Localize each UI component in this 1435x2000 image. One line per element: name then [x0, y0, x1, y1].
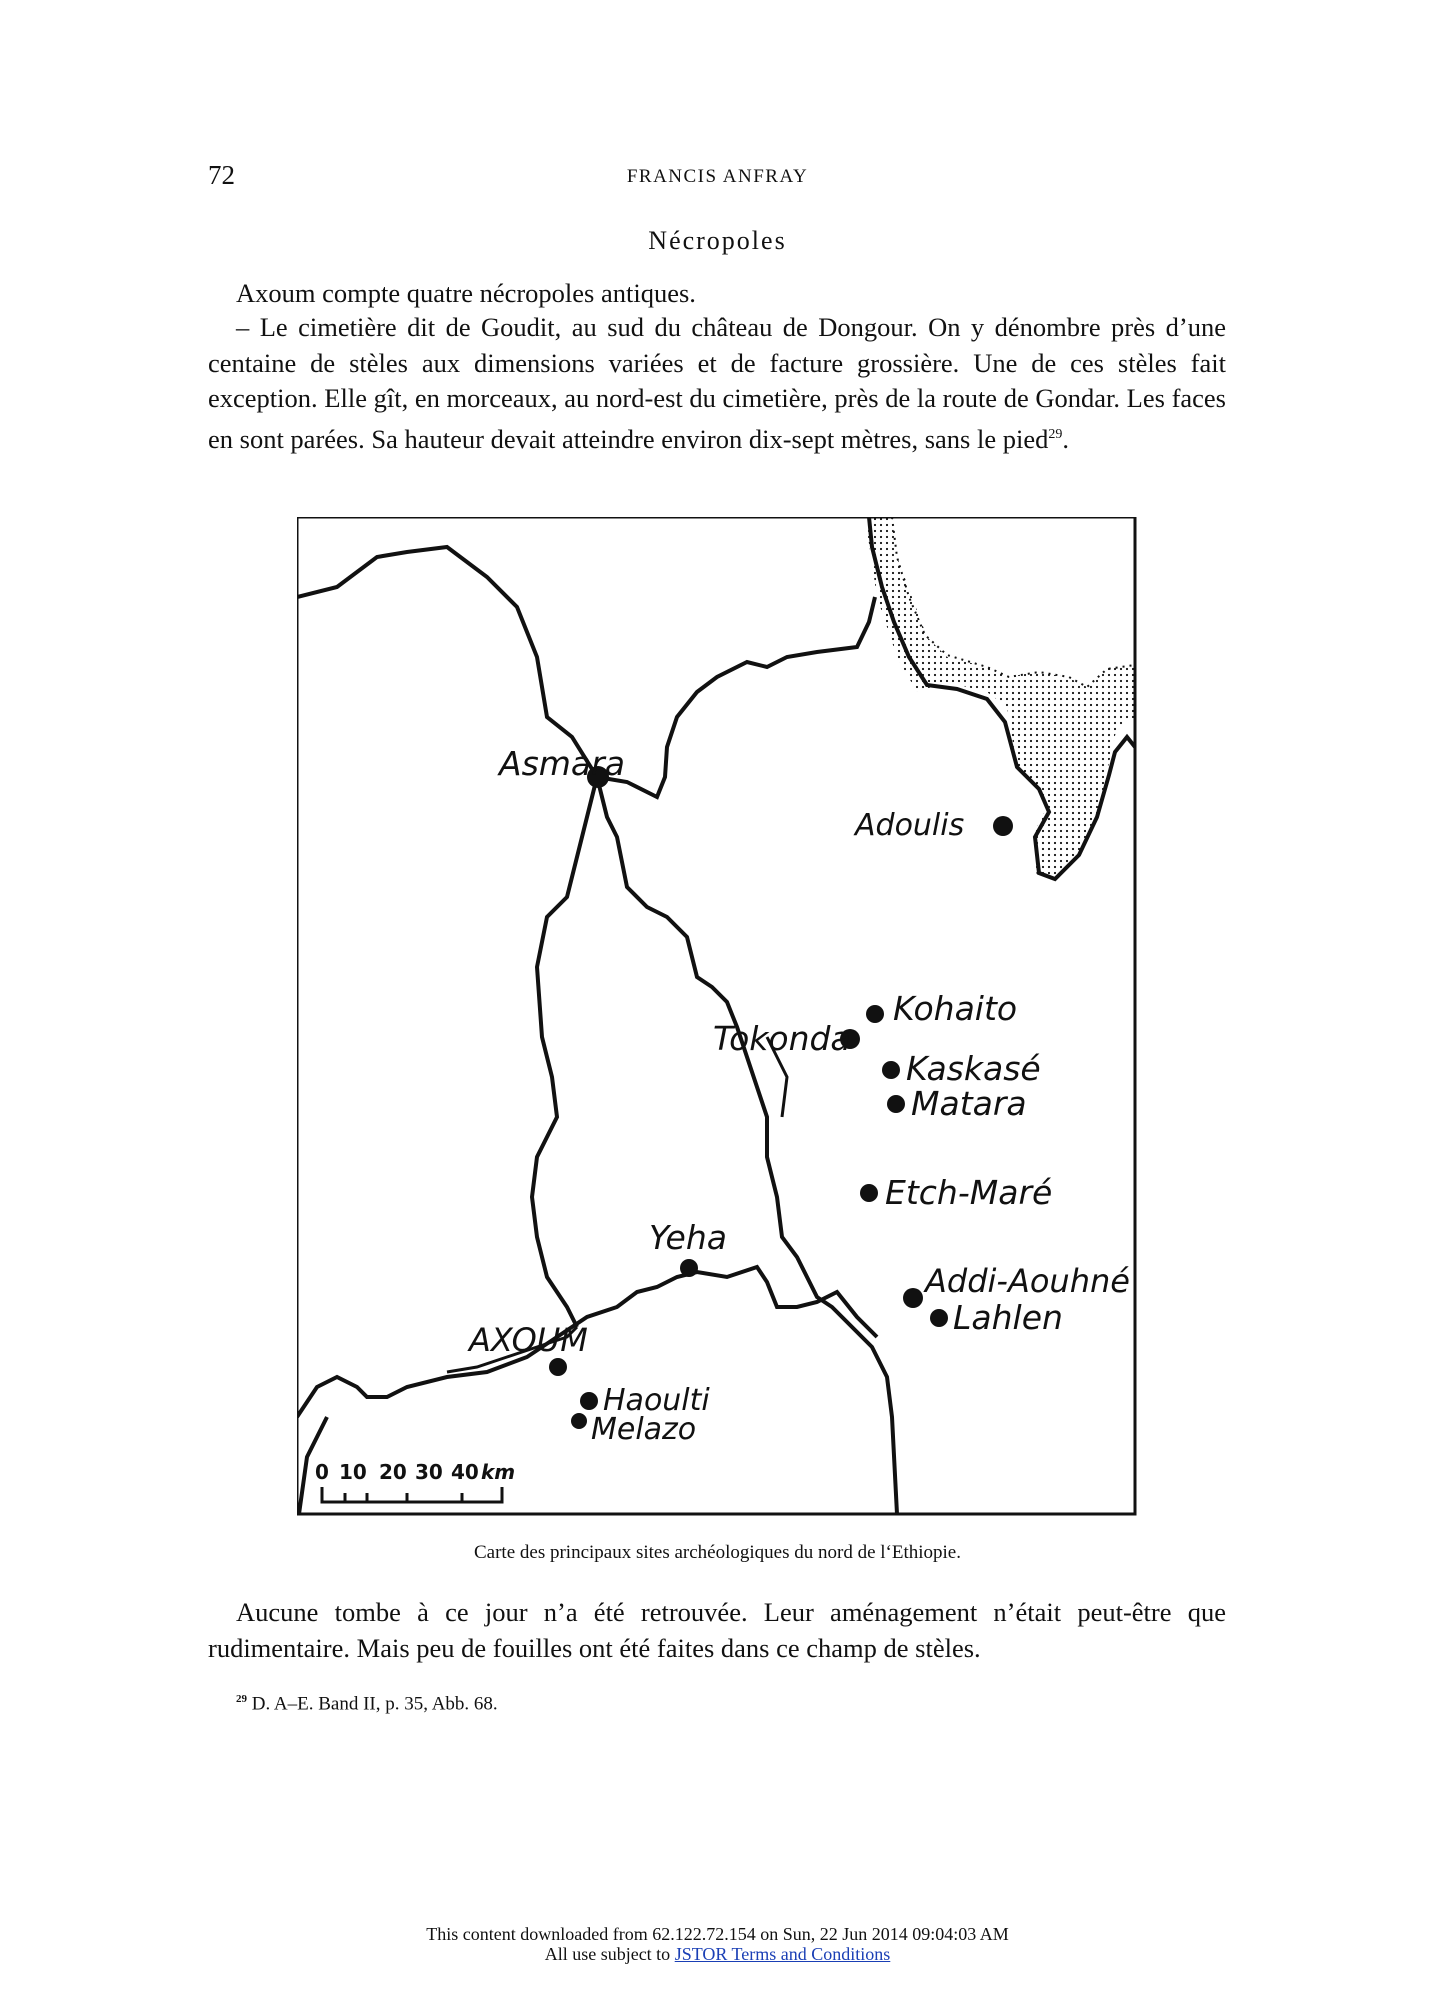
scale-tick-0: 0 — [315, 1460, 329, 1484]
label-axoum: AXOUM — [469, 1321, 588, 1359]
label-kohaito: Kohaito — [893, 989, 1018, 1028]
scale-unit: km — [481, 1460, 516, 1484]
scale-tick-10: 10 — [339, 1460, 367, 1484]
adoulis-dot[interactable] — [993, 816, 1013, 836]
label-kaskase: Kaskasé — [906, 1049, 1041, 1088]
kohaito-dot[interactable] — [866, 1005, 884, 1023]
footer-prefix: All use subject to — [544, 1944, 675, 1964]
label-yeha: Yeha — [649, 1218, 727, 1257]
melazo-dot[interactable] — [571, 1413, 587, 1429]
footer-line-2 — [0, 1944, 1435, 1964]
figure-caption: Carte des principaux sites archéologiques du nord de l‘Ethiopie. — [473, 1542, 961, 1563]
paragraph-3 — [208, 1595, 1226, 1666]
kaskase-dot[interactable] — [882, 1061, 900, 1079]
axoum-dot[interactable] — [549, 1358, 567, 1376]
paragraph-1-text: Axoum compte quatre nécropoles antiques. — [236, 278, 696, 308]
paragraph-3-text: Aucune tombe à ce jour n’a été retrouvée. Leur aménagement n’était peut-être que rudimentaire. Mais peu de fouilles ont été faites dans ce champ de stèles. — [208, 1597, 1226, 1663]
download-footer — [0, 1924, 1435, 1964]
scale-tick-20: 20 — [379, 1460, 407, 1484]
scale-line — [322, 1487, 502, 1502]
terms-link[interactable]: JSTOR Terms and Conditions — [674, 1944, 891, 1964]
paragraph-1 — [208, 276, 1226, 312]
page-number: 72 — [208, 160, 235, 190]
addi-aouhne-dot[interactable] — [903, 1288, 923, 1308]
river-mareb-north — [597, 597, 875, 797]
label-addi-aouhne: Addi-Aouhné — [925, 1262, 1130, 1300]
footnote-text: D. A–E. Band II, p. 35, Abb. 68. — [251, 1693, 498, 1715]
lahlen-dot[interactable] — [930, 1309, 948, 1327]
footnote-number: 29 — [236, 1693, 247, 1705]
label-haoulti: Haoulti — [603, 1383, 710, 1418]
river-north — [297, 547, 597, 777]
paragraph-2-end: . — [1062, 423, 1069, 454]
paragraph-2 — [208, 310, 1226, 457]
footnote — [236, 1693, 498, 1715]
section-title: Nécropoles — [648, 226, 787, 255]
footnote-ref[interactable]: 29 — [1048, 426, 1063, 442]
label-etch-mare: Etch-Maré — [885, 1173, 1053, 1212]
scale-tick-40: 40 — [451, 1460, 479, 1484]
label-adoulis: Adoulis — [855, 808, 965, 843]
label-lahlen: Lahlen — [953, 1298, 1063, 1337]
label-asmara: Asmara — [499, 744, 625, 783]
map-figure — [297, 517, 1139, 1517]
paragraph-2-text: – Le cimetière dit de Goudit, au sud du château de Dongour. On y dénombre près d’une centaine de stèles aux dimensions variées et de facture grossière. Une de ces stèles fait exception. Elle gît, en morceaux, au nord-est du cimetière, près de la route de Gondar. Les faces en sont parées. Sa hauteur devait atteindre environ dix-sept mètres, sans le pied — [208, 312, 1226, 454]
etch-mare-dot[interactable] — [860, 1184, 878, 1202]
road-west — [532, 777, 597, 1327]
label-matara: Matara — [911, 1084, 1027, 1123]
scale-tick-30: 30 — [415, 1460, 443, 1484]
label-tokonda: Tokonda — [713, 1019, 851, 1058]
running-head: FRANCIS ANFRAY — [626, 166, 809, 187]
matara-dot[interactable] — [887, 1095, 905, 1113]
scale-bar — [315, 1460, 515, 1502]
label-melazo: Melazo — [591, 1412, 697, 1447]
haoulti-dot[interactable] — [580, 1392, 598, 1410]
yeha-dot[interactable] — [680, 1259, 698, 1277]
footer-line-1: This content downloaded from 62.122.72.154 on Sun, 22 Jun 2014 09:04:03 AM — [426, 1924, 1009, 1944]
